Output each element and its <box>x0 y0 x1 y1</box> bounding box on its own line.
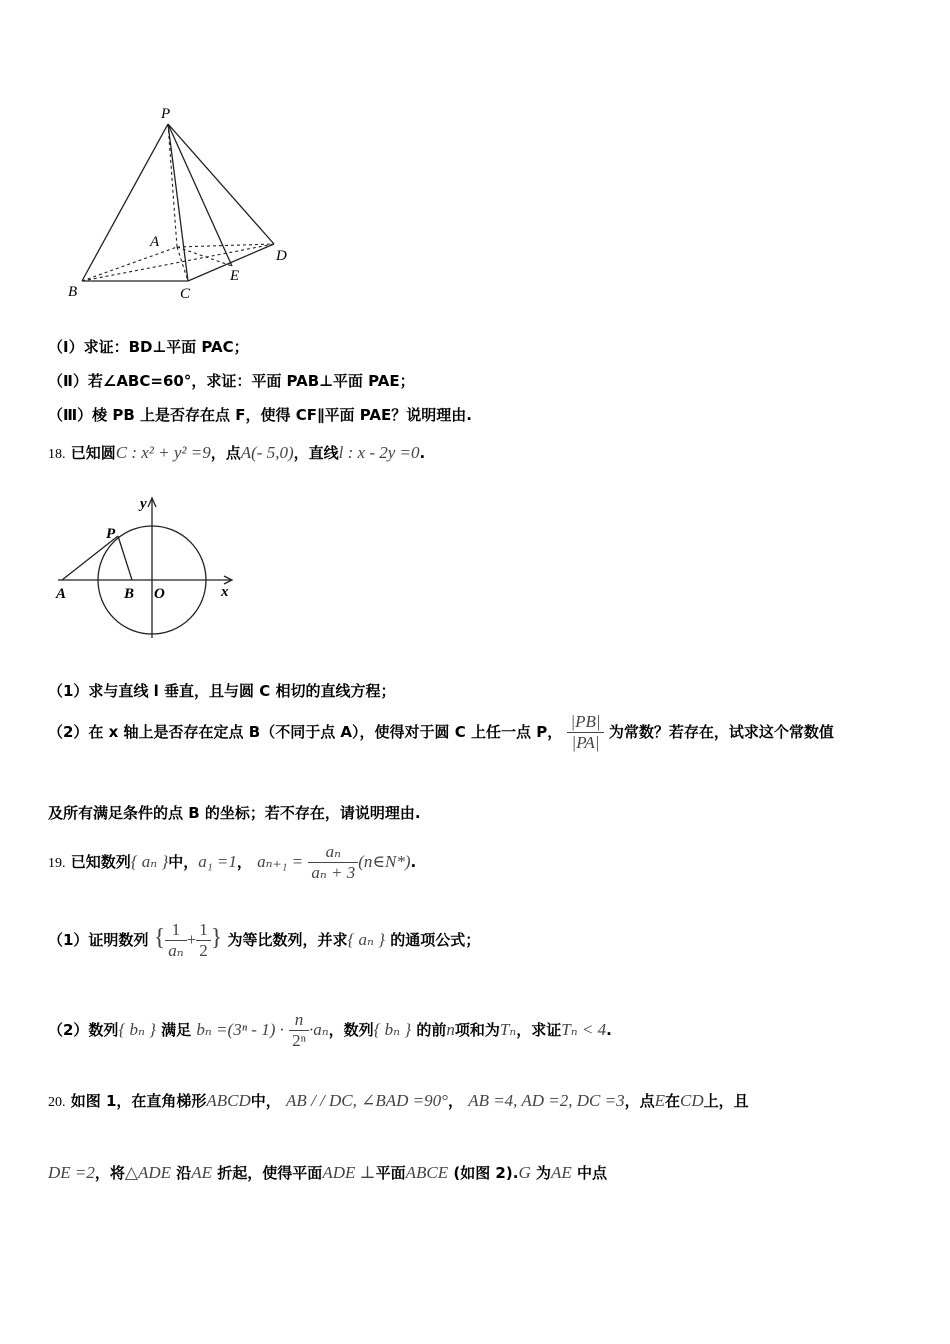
q19-part1-a: （1）证明数列 <box>48 931 149 949</box>
q19-seq-b2: { bₙ } <box>373 1020 412 1039</box>
point-a-label: A <box>56 586 67 602</box>
q20-jiang: ，将 <box>94 1164 125 1182</box>
q20-fig2: (如图 2). <box>453 1164 519 1182</box>
q20-tri: △ADE <box>124 1163 172 1182</box>
q20-abcd: ABCD <box>206 1091 251 1110</box>
q18-number: 18. <box>48 447 66 462</box>
q18-comma-point: ，点 <box>210 444 241 462</box>
q19-lead: 已知数列 <box>70 853 131 871</box>
q18-ratio-top: |PB| <box>567 712 603 733</box>
q18-comma-line: ，直线 <box>293 444 339 462</box>
q19-header <box>48 842 416 883</box>
q20-zai: 在 <box>665 1092 681 1110</box>
q19-part2-d: 的前 <box>416 1021 447 1039</box>
axis-x-label: x <box>221 584 229 600</box>
q19-part2-a: （2）数列 <box>48 1021 119 1039</box>
q18-part2-line <box>48 712 834 753</box>
q19-seq-a: { aₙ } <box>130 852 169 871</box>
q20-e: E <box>654 1091 665 1110</box>
q20-line1 <box>48 1090 749 1111</box>
q19-period: . <box>410 853 417 871</box>
label-E: E <box>230 268 240 284</box>
q18-ratio-bot: |PA| <box>571 733 600 752</box>
q19-mid: 中， <box>168 853 199 871</box>
point-b-label: B <box>124 586 135 602</box>
q19-ineq: Tₙ < 4 <box>561 1020 607 1039</box>
q20-mid: 中， <box>250 1092 281 1110</box>
q20-cd: CD <box>680 1091 704 1110</box>
q19-number: 19. <box>48 856 66 871</box>
q20-plane1: ADE ⊥ <box>322 1163 376 1182</box>
q20-zhe: 折起，使得平面 <box>217 1164 323 1182</box>
q18-lead: 已知圆 <box>70 444 116 462</box>
q19-b-frac <box>289 1010 309 1051</box>
q20-g: G <box>518 1163 531 1182</box>
q20-cond1: AB / / DC, ∠BAD =90° <box>286 1091 448 1110</box>
q19-n: n <box>446 1020 455 1039</box>
q17-part1: （Ⅰ）求证：BD⊥平面 PAC； <box>48 338 249 356</box>
q17-part2: （Ⅱ）若∠ABC=60°，求证：平面 PAB⊥平面 PAE； <box>48 372 415 390</box>
q18-part2-c: 及所有满足条件的点 B 的坐标；若不存在，请说明理由. <box>48 804 421 822</box>
q19-frac1-top: 1 <box>165 920 186 941</box>
q19-rec-frac <box>308 842 358 883</box>
q19-part2-f: ，求证 <box>516 1021 562 1039</box>
q17-part3: （Ⅲ）棱 PB 上是否存在点 F，使得 CF∥平面 PAE？说明理由. <box>48 406 472 424</box>
q19-part1 <box>48 920 480 961</box>
q19-frac2-top: 1 <box>196 920 211 941</box>
q18-part2-b: 为常数？若存在，试求这个常数值 <box>608 723 834 741</box>
pyramid-figure <box>60 100 300 305</box>
q20-de: DE =2 <box>48 1163 95 1182</box>
q19-frac2 <box>196 920 211 961</box>
q19-rec-bot: aₙ + 3 <box>311 863 356 882</box>
q19-part2-c: ，数列 <box>328 1021 374 1039</box>
q19-tn: Tₙ <box>499 1020 517 1039</box>
q19-frac1 <box>165 920 186 961</box>
q19-brace-close: } <box>210 925 223 951</box>
circle-figure <box>48 490 248 665</box>
q18-period: . <box>419 444 426 462</box>
q19-rec-cond: (n∈N*) <box>358 852 411 871</box>
q19-seq-b: { bₙ } <box>118 1020 156 1039</box>
label-C: C <box>180 286 191 302</box>
q19-comma: ， <box>236 853 252 871</box>
point-p-label: P <box>106 526 116 542</box>
q19-b-tail: ·aₙ <box>308 1020 329 1039</box>
q19-rec-lhs: aₙ₊₁ = <box>257 852 304 871</box>
q20-cond2: AB =4, AD =2, DC =3 <box>468 1091 625 1110</box>
q19-part2-e: 项和为 <box>454 1021 500 1039</box>
q18-part2-a: （2）在 x 轴上是否存在定点 B（不同于点 A），使得对于圆 C 上任一点 P， <box>48 723 563 741</box>
q19-rec-top: aₙ <box>308 842 358 863</box>
label-A: A <box>150 234 160 250</box>
q20-wei: 为 <box>535 1164 551 1182</box>
label-P: P <box>161 106 171 122</box>
q18-part1: （1）求与直线 l 垂直，且与圆 C 相切的直线方程； <box>48 682 396 700</box>
q20-ae2: AE <box>550 1163 572 1182</box>
q18-line-eq: l : x - 2y =0 <box>338 443 420 462</box>
q19-b-bot: 2ⁿ <box>292 1031 306 1050</box>
q19-plus: + <box>186 930 197 949</box>
q20-comma2: ，点 <box>624 1092 655 1110</box>
q20-pingmian: 平面 <box>375 1164 406 1182</box>
q19-part1-seq: { aₙ } <box>347 930 385 949</box>
label-D: D <box>276 248 287 264</box>
q18-ratio <box>567 712 603 753</box>
label-B: B <box>68 284 78 300</box>
q19-part2-b: 满足 <box>161 1021 192 1039</box>
q18-point-a: A(- 5,0) <box>240 443 294 462</box>
q20-lead: 如图 1，在直角梯形 <box>70 1092 207 1110</box>
q20-comma1: ， <box>447 1092 463 1110</box>
q19-brace-open: { <box>153 925 166 951</box>
q19-a1: a₁ =1 <box>198 852 237 871</box>
q19-b-lhs: bₙ =(3ⁿ - 1) · <box>196 1020 284 1039</box>
q19-frac2-bot: 2 <box>199 941 208 960</box>
q20-number: 20. <box>48 1095 66 1110</box>
q18-circle-eq: C : x² + y² =9 <box>115 443 211 462</box>
q19-part1-c: 的通项公式； <box>390 931 481 949</box>
q20-yan: 沿 <box>176 1164 192 1182</box>
q18-header <box>48 442 425 463</box>
q20-ae: AE <box>191 1163 213 1182</box>
q19-b-top: n <box>289 1010 309 1031</box>
axis-y-label: y <box>140 496 147 512</box>
q19-part2 <box>48 1010 612 1051</box>
q19-period2: . <box>606 1021 612 1039</box>
q19-frac1-bot: aₙ <box>168 941 184 960</box>
point-o-label: O <box>154 586 165 602</box>
q20-line2 <box>48 1162 607 1183</box>
q20-zd: 中点 <box>576 1164 607 1182</box>
q20-shang: 上，且 <box>703 1092 749 1110</box>
q20-plane2: ABCE <box>405 1163 449 1182</box>
q19-part1-b: 为等比数列，并求 <box>227 931 348 949</box>
